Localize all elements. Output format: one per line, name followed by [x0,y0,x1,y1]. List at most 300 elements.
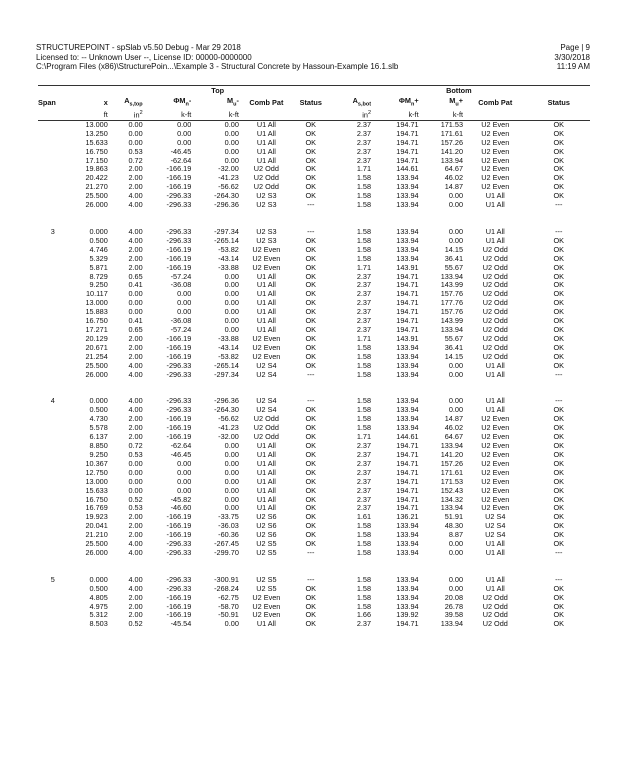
cell-status-bot: OK [553,128,565,138]
cell-status-bot: OK [553,449,565,459]
cell-status-bot: OK [553,262,565,272]
cell-as-top: 2.00 [128,182,143,192]
cell-phimn-top: 0.00 [177,289,192,299]
cell-status-bot: OK [553,494,565,504]
cell-as-bot: 1.58 [356,342,372,352]
cell-span [38,130,68,139]
cell-phimn-bot: 133.94 [396,200,419,210]
cell-x: 21.210 [85,530,108,540]
cell-as-bot: 2.37 [356,476,372,486]
cell-phimn-top: -166.19 [166,244,192,254]
group-spacer [38,210,590,228]
cell-comb-bot: U2 Even [481,485,510,495]
cell-status-top: OK [305,137,317,147]
cell-as-top: 0.72 [128,155,143,165]
table-row [38,540,590,549]
cell-phimn-bot: 133.94 [396,521,419,531]
cell-mu-top: 0.00 [224,155,239,165]
cell-mu-top: -60.36 [218,530,239,540]
cell-comb-top: U2 Odd [253,414,279,424]
cell-comb-top: U1 All [256,503,276,513]
cell-comb-bot: U2 Even [481,494,510,504]
cell-phimn-top: -36.08 [170,316,192,326]
cell-span [38,353,68,362]
cell-mu-bot: 36.41 [444,253,464,263]
cell-mu-top: -33.88 [218,333,239,343]
cell-as-bot: 2.37 [356,619,372,629]
cell-span [38,442,68,451]
cell-mu-top: 0.00 [224,467,239,477]
cell-mu-bot: 171.61 [440,128,464,138]
cell-mu-top: 0.00 [224,458,239,468]
cell-phimn-top: 0.00 [177,119,192,129]
col-status-bot: Status [547,97,570,107]
cell-comb-bot: U2 Even [481,503,510,513]
cell-mu-bot: 0.00 [448,405,464,415]
cell-x: 5.312 [89,610,108,620]
cell-as-top: 0.00 [128,137,143,147]
cell-comb-bot: U1 All [485,574,505,584]
cell-x: 20.041 [85,521,108,531]
cell-as-bot: 2.37 [356,271,372,281]
col-status-top: Status [299,97,322,107]
cell-phimn-top: -296.33 [166,396,192,406]
col-phimn-top: $\Phi M_n-$ [173,96,192,108]
cell-status-top: OK [305,405,317,415]
cell-phimn-top: -45.82 [170,494,192,504]
cell-phimn-top: -166.19 [166,342,192,352]
cell-comb-top: U1 All [256,485,276,495]
cell-x: 10.367 [85,458,108,468]
cell-phimn-top: 0.00 [177,485,192,495]
program-line: STRUCTUREPOINT - spSlab v5.50 Debug - Mar 29 2018 [36,43,241,52]
cell-x: 17.271 [85,325,108,335]
cell-as-top: 4.00 [128,583,143,593]
cell-status-top: OK [305,271,317,281]
cell-as-bot: 2.37 [356,494,372,504]
cell-mu-bot: 8.87 [448,530,464,540]
cell-comb-bot: U1 All [485,405,505,415]
cell-mu-top: -36.03 [218,521,239,531]
cell-comb-top: U2 Even [252,610,281,620]
cell-mu-top: -33.75 [218,512,239,522]
cell-mu-top: -62.75 [218,592,239,602]
cell-span [38,139,68,148]
cell-as-bot: 2.37 [356,458,372,468]
cell-x: 13.000 [85,298,108,308]
cell-x: 12.750 [85,467,108,477]
cell-phimn-top: -166.19 [166,182,192,192]
cell-comb-bot: U2 Even [481,432,510,442]
cell-comb-bot: U2 Even [481,128,510,138]
cell-status-bot: OK [553,610,565,620]
cell-status-top: OK [305,244,317,254]
cell-phimn-bot: 133.94 [396,405,419,415]
cell-mu-bot: 143.99 [440,280,464,290]
cell-span [38,549,68,558]
cell-x: 0.500 [89,405,108,415]
cell-status-bot: OK [553,467,565,477]
cell-comb-bot: U2 Odd [482,351,508,361]
cell-status-top: OK [305,280,317,290]
cell-phimn-top: -46.45 [170,449,192,459]
cell-status-bot: OK [553,432,565,442]
cell-comb-top: U1 All [256,155,276,165]
cell-comb-bot: U2 Even [481,146,510,156]
cell-as-top: 4.00 [128,200,143,210]
unit-phimn-top: k-ft [143,109,192,120]
cell-status-top: OK [305,601,317,611]
cell-span: 5 [50,574,55,584]
cell-comb-bot: U2 Odd [482,271,508,281]
cell-span [38,522,68,531]
cell-comb-bot: U2 Odd [482,619,508,629]
cell-span [38,371,68,380]
cell-status-bot: OK [553,298,565,308]
cell-comb-top: U2 S3 [256,226,277,236]
cell-phimn-bot: 133.94 [396,396,419,406]
cell-phimn-bot: 133.94 [396,530,419,540]
cell-as-top: 0.00 [128,467,143,477]
cell-comb-top: U2 S6 [256,521,277,531]
cell-phimn-top: 0.00 [177,476,192,486]
cell-status-top: OK [305,325,317,335]
cell-phimn-bot: 136.21 [396,512,419,522]
cell-status-top: OK [305,610,317,620]
cell-x: 25.500 [85,360,108,370]
cell-comb-bot: U1 All [485,235,505,245]
cell-status-bot: --- [555,548,563,558]
cell-as-top: 0.00 [128,485,143,495]
cell-as-bot: 1.58 [356,405,372,415]
cell-status-top: OK [305,342,317,352]
col-phimn-bot: $\Phi M_n+$ [398,96,419,108]
col-x: x [103,97,108,107]
cell-mu-bot: 46.02 [444,423,464,433]
cell-mu-top: -43.14 [218,253,239,263]
cell-comb-top: U2 Even [252,262,281,272]
cell-x: 16.750 [85,494,108,504]
cell-phimn-top: -166.19 [166,262,192,272]
cell-phimn-bot: 194.71 [396,449,419,459]
cell-as-bot: 1.58 [356,351,372,361]
cell-phimn-top: -296.33 [166,583,192,593]
cell-status-top: OK [305,128,317,138]
group-spacer [38,380,590,398]
cell-mu-bot: 152.43 [440,485,464,495]
cell-status-bot: OK [553,485,565,495]
cell-mu-top: 0.00 [224,146,239,156]
cell-comb-bot: U1 All [485,191,505,201]
cell-mu-top: -53.82 [218,244,239,254]
cell-mu-top: 0.00 [224,271,239,281]
cell-status-top: OK [305,414,317,424]
cell-comb-bot: U1 All [485,548,505,558]
cell-as-bot: 1.58 [356,369,372,379]
cell-mu-top: -32.00 [218,432,239,442]
cell-x: 0.500 [89,235,108,245]
cell-mu-bot: 51.91 [444,512,464,522]
cell-status-top: --- [307,574,315,584]
cell-phimn-bot: 194.71 [396,298,419,308]
cell-x: 5.871 [89,262,108,272]
cell-mu-top: -41.23 [218,173,239,183]
cell-comb-top: U2 S4 [256,396,277,406]
cell-phimn-bot: 194.71 [396,155,419,165]
cell-status-bot: OK [553,423,565,433]
col-comb-top: Comb Pat [249,97,284,107]
cell-phimn-top: 0.00 [177,128,192,138]
cell-comb-top: U2 S6 [256,530,277,540]
cell-phimn-bot: 133.94 [396,601,419,611]
cell-comb-top: U2 Odd [253,432,279,442]
cell-mu-bot: 141.20 [440,449,464,459]
cell-span [38,585,68,594]
cell-span [38,415,68,424]
cell-span [38,157,68,166]
cell-as-bot: 1.58 [356,414,372,424]
cell-span [38,451,68,460]
cell-comb-bot: U1 All [485,583,505,593]
cell-comb-top: U2 S4 [256,405,277,415]
cell-status-bot: --- [555,574,563,584]
cell-as-bot: 1.58 [356,521,372,531]
cell-span [38,174,68,183]
cell-comb-top: U1 All [256,289,276,299]
cell-phimn-top: -166.19 [166,414,192,424]
cell-mu-bot: 14.15 [444,244,464,254]
cell-mu-bot: 133.94 [440,619,464,629]
cell-x: 20.671 [85,342,108,352]
cell-status-top: OK [305,476,317,486]
cell-comb-bot: U2 Odd [482,333,508,343]
cell-status-top: OK [305,182,317,192]
cell-as-bot: 2.37 [356,449,372,459]
cell-comb-top: U1 All [256,307,276,317]
cell-comb-top: U2 Even [252,592,281,602]
cell-as-top: 2.00 [128,610,143,620]
cell-as-bot: 1.58 [356,235,372,245]
cell-as-top: 4.00 [128,360,143,370]
cell-as-bot: 1.58 [356,548,372,558]
cell-phimn-bot: 144.61 [396,432,419,442]
cell-comb-top: U1 All [256,146,276,156]
cell-comb-bot: U2 Odd [482,325,508,335]
cell-mu-top: -268.24 [214,583,239,593]
cell-mu-top: 0.00 [224,494,239,504]
cell-x: 13.000 [85,119,108,129]
cell-phimn-top: -296.33 [166,405,192,415]
cell-status-bot: OK [553,592,565,602]
cell-as-top: 4.00 [128,369,143,379]
cell-x: 21.254 [85,351,108,361]
cell-phimn-top: -296.33 [166,574,192,584]
cell-as-top: 0.52 [128,494,143,504]
cell-span [38,460,68,469]
report-date: 3/30/2018 [554,52,590,62]
cell-phimn-bot: 194.71 [396,494,419,504]
cell-mu-bot: 171.53 [440,476,464,486]
cell-span [38,308,68,317]
cell-as-bot: 2.37 [356,280,372,290]
cell-mu-top: -58.70 [218,601,239,611]
cell-comb-bot: U2 Odd [482,342,508,352]
cell-mu-top: 0.00 [224,289,239,299]
table-body [38,120,590,629]
cell-comb-top: U2 S5 [256,548,277,558]
cell-mu-top: -297.34 [214,226,239,236]
cell-x: 8.850 [89,440,108,450]
cell-comb-top: U2 Odd [253,173,279,183]
table-row [38,192,590,201]
cell-mu-bot: 134.32 [440,494,464,504]
cell-as-bot: 1.58 [356,539,372,549]
cell-status-top: OK [305,521,317,531]
cell-status-bot: OK [553,307,565,317]
cell-x: 0.000 [89,396,108,406]
cell-as-bot: 2.37 [356,128,372,138]
cell-status-top: OK [305,155,317,165]
cell-as-bot: 2.37 [356,137,372,147]
cell-status-top: OK [305,253,317,263]
cell-status-bot: OK [553,333,565,343]
cell-status-bot: OK [553,530,565,540]
cell-comb-top: U1 All [256,271,276,281]
cell-phimn-top: -166.19 [166,530,192,540]
cell-as-top: 0.00 [128,458,143,468]
cell-status-bot: OK [553,512,565,522]
cell-span [38,281,68,290]
cell-mu-top: 0.00 [224,449,239,459]
cell-comb-bot: U2 S4 [485,521,506,531]
cell-status-top: OK [305,191,317,201]
cell-x: 0.500 [89,583,108,593]
cell-span [38,326,68,335]
cell-phimn-top: -296.33 [166,235,192,245]
cell-mu-bot: 133.94 [440,503,464,513]
cell-status-bot: OK [553,182,565,192]
cell-mu-bot: 64.67 [444,164,464,174]
cell-mu-bot: 14.15 [444,351,464,361]
unit-phimn-bot: k-ft [371,109,419,120]
cell-comb-top: U1 All [256,298,276,308]
cell-status-top: OK [305,592,317,602]
cell-span [38,362,68,371]
cell-phimn-bot: 194.71 [396,316,419,326]
cell-x: 0.000 [89,574,108,584]
cell-status-bot: OK [553,414,565,424]
cell-comb-top: U2 Odd [253,423,279,433]
cell-as-bot: 1.71 [356,432,372,442]
cell-mu-top: 0.00 [224,316,239,326]
bottom-group-header: Bottom [328,86,590,97]
table-row [38,362,590,371]
cell-mu-bot: 55.67 [444,333,464,343]
cell-phimn-top: 0.00 [177,137,192,147]
cell-mu-top: 0.00 [224,298,239,308]
cell-phimn-bot: 133.94 [396,548,419,558]
cell-status-top: OK [305,146,317,156]
cell-status-top: OK [305,619,317,629]
cell-phimn-bot: 133.94 [396,351,419,361]
cell-x: 15.633 [85,137,108,147]
cell-comb-top: U1 All [256,128,276,138]
cell-phimn-top: -296.33 [166,548,192,558]
cell-x: 5.329 [89,253,108,263]
cell-mu-top: 0.00 [224,476,239,486]
cell-mu-bot: 55.67 [444,262,464,272]
cell-comb-bot: U2 Even [481,467,510,477]
cell-as-top: 2.00 [128,262,143,272]
cell-phimn-top: -296.33 [166,360,192,370]
cell-as-bot: 1.71 [356,262,372,272]
cell-as-bot: 1.58 [356,530,372,540]
cell-phimn-bot: 194.71 [396,503,419,513]
cell-as-bot: 1.71 [356,164,372,174]
unit-x: ft [68,109,108,120]
cell-as-top: 4.00 [128,548,143,558]
cell-mu-bot: 141.20 [440,146,464,156]
cell-span [38,594,68,603]
cell-x: 13.000 [85,476,108,486]
cell-phimn-bot: 194.71 [396,137,419,147]
cell-x: 13.250 [85,128,108,138]
cell-x: 4.746 [89,244,108,254]
cell-mu-bot: 133.94 [440,325,464,335]
cell-phimn-top: -166.19 [166,351,192,361]
cell-as-bot: 1.58 [356,253,372,263]
cell-status-top: OK [305,360,317,370]
cell-comb-bot: U2 Even [481,119,510,129]
cell-status-top: OK [305,173,317,183]
cell-status-top: OK [305,164,317,174]
cell-as-top: 2.00 [128,414,143,424]
unit-as-top: $in^2$ [108,109,143,120]
cell-as-bot: 2.37 [356,119,372,129]
cell-status-bot: OK [553,521,565,531]
cell-phimn-top: -166.19 [166,512,192,522]
cell-mu-bot: 171.53 [440,119,464,129]
cell-mu-top: -267.45 [214,539,239,549]
cell-as-top: 0.65 [128,325,143,335]
cell-phimn-bot: 143.91 [396,262,419,272]
table-row [38,371,590,380]
cell-mu-bot: 157.76 [440,307,464,317]
cell-comb-bot: U2 Odd [482,289,508,299]
cell-comb-bot: U2 Odd [482,316,508,326]
cell-status-bot: OK [553,137,565,147]
cell-span [38,120,68,129]
cell-phimn-top: -62.64 [170,155,192,165]
cell-comb-top: U2 S4 [256,360,277,370]
cell-status-top: OK [305,467,317,477]
cell-as-top: 4.00 [128,405,143,415]
col-as-top: $A_{s,top}$ [124,96,143,108]
cell-x: 4.975 [89,601,108,611]
cell-x: 25.500 [85,191,108,201]
cell-comb-bot: U2 Even [481,458,510,468]
cell-phimn-top: -296.33 [166,226,192,236]
units-row [38,109,590,120]
cell-as-bot: 1.58 [356,200,372,210]
cell-span [38,317,68,326]
cell-x: 15.883 [85,307,108,317]
cell-comb-bot: U1 All [485,360,505,370]
cell-mu-top: 0.00 [224,307,239,317]
cell-mu-top: 0.00 [224,440,239,450]
cell-phimn-top: -296.33 [166,369,192,379]
cell-phimn-bot: 144.61 [396,164,419,174]
